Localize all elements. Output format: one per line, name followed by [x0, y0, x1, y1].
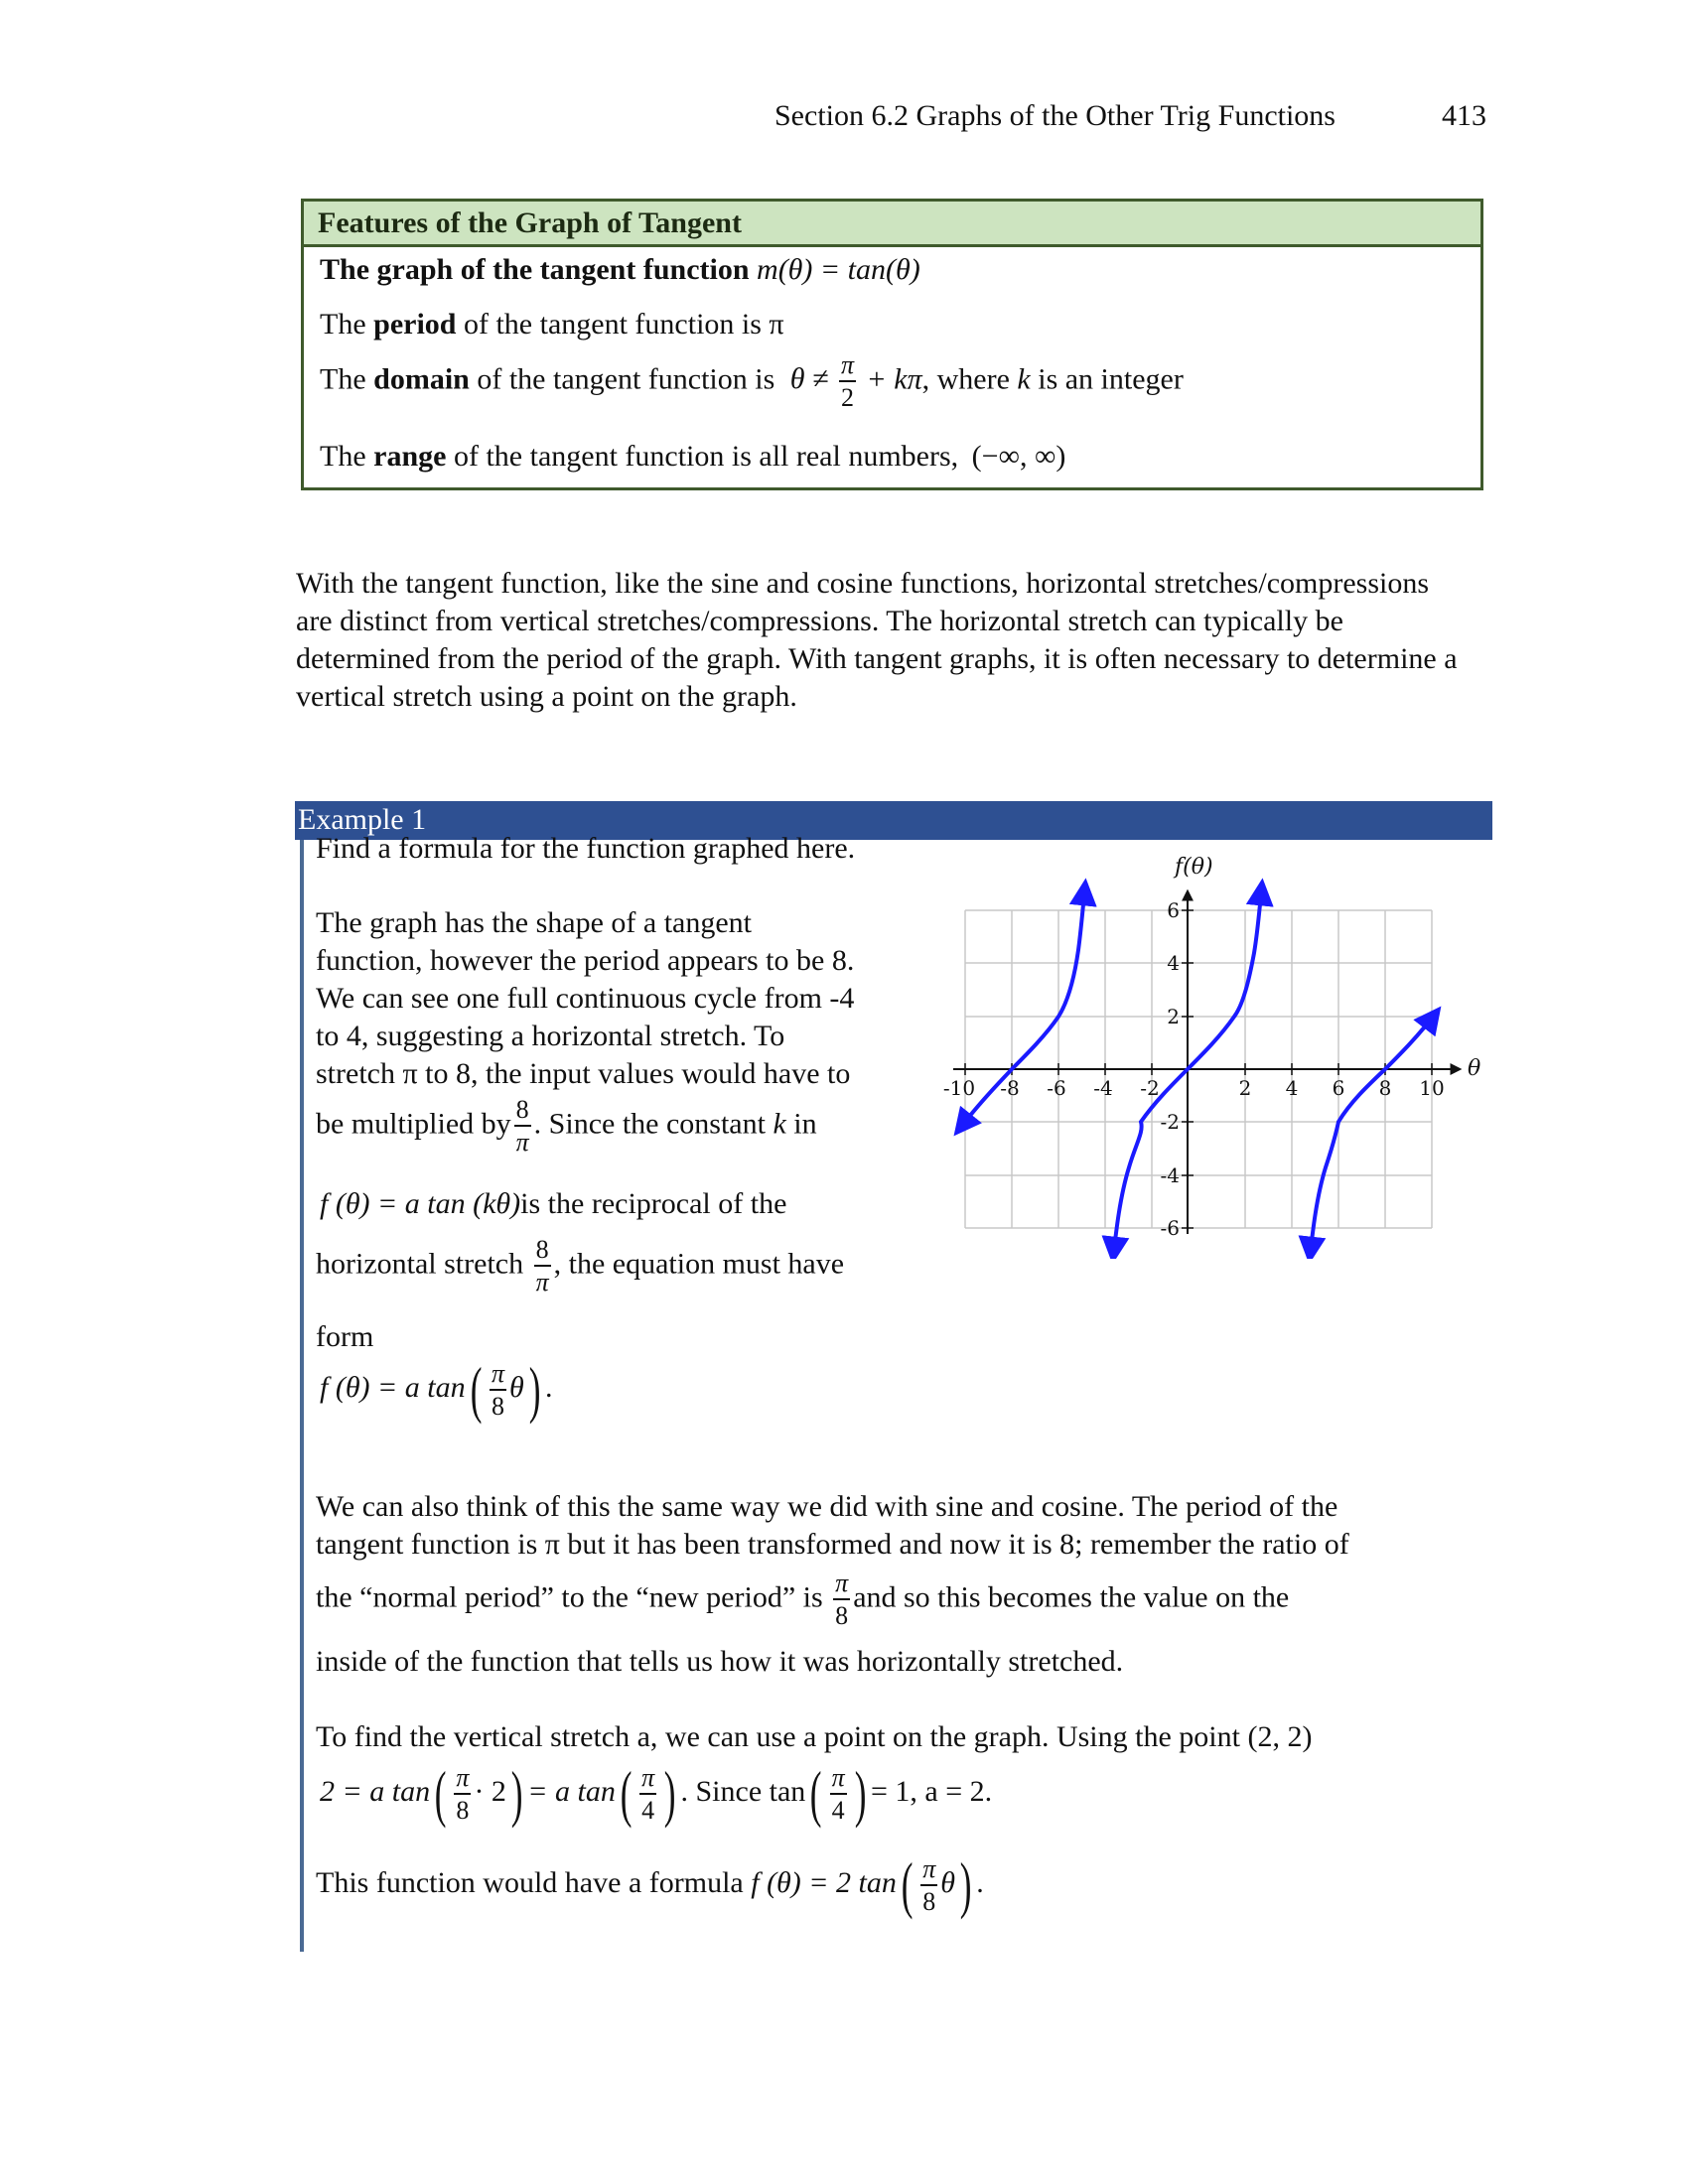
vertical-stretch-intro: To find the vertical stretch a, we can use a point on the graph. Using the point (2, 2)	[316, 1720, 1313, 1753]
feature-graph-label: The graph of the tangent function	[320, 253, 750, 286]
x-axis-label: θ	[1468, 1056, 1481, 1081]
stretch-pre: horizontal stretch	[316, 1247, 531, 1281]
conclusion-line	[316, 1849, 984, 1920]
svg-text:-2: -2	[1160, 1110, 1180, 1134]
right-paren: )	[510, 1758, 523, 1829]
explain-line-3: We can see one full continuous cycle from -4	[316, 982, 855, 1015]
fraction-pi-over-8-b	[454, 1762, 471, 1825]
feature-domain-post: of the tangent function is	[469, 362, 775, 396]
svg-text:6: 6	[1167, 898, 1180, 922]
tangent-graph	[923, 842, 1539, 1264]
eq-c: . Since tan	[680, 1774, 806, 1808]
vertical-stretch-equation	[320, 1758, 993, 1829]
feature-range-bold: range	[373, 440, 447, 473]
fraction-8-over-pi	[514, 1097, 531, 1156]
svg-text:-4: -4	[1093, 1076, 1113, 1100]
frac-num: 8	[514, 1097, 531, 1127]
frac-num: π	[830, 1765, 847, 1795]
feature-period-pre: The	[320, 308, 374, 341]
tangent-graph-svg	[923, 842, 1539, 1259]
multiplied-by-post: . Since the constant	[533, 1107, 774, 1141]
feature-period-bold: period	[373, 308, 457, 341]
feature-domain-tail-b: is an integer	[1030, 362, 1184, 396]
svg-text:4: 4	[1167, 951, 1180, 975]
right-paren: )	[854, 1758, 867, 1829]
frac-num: π	[839, 352, 856, 382]
second-para-line-3	[316, 1570, 1289, 1629]
stretch-post: , the equation must have	[553, 1247, 845, 1281]
frac-num: 8	[534, 1237, 551, 1267]
fraction-pi-over-8	[490, 1358, 506, 1421]
svg-text:8: 8	[1378, 1076, 1392, 1100]
conclusion-var: θ	[940, 1865, 955, 1899]
left-paren: (	[434, 1758, 447, 1829]
svg-text:10: 10	[1419, 1076, 1445, 1100]
intro-paragraph: With the tangent function, like the sine and cosine functions, horizontal stretches/compressions are distinct from vertical stretches/compressions. The horizontal stretch can typically be determined from the period of the graph. With tangent graphs, it is often necessary to determine a vertical stretch using a point on the graph.	[296, 567, 1458, 713]
svg-text:2: 2	[1167, 1005, 1180, 1028]
page-number: 413	[1442, 99, 1486, 132]
frac-num: π	[833, 1570, 850, 1600]
feature-range-pre: The	[320, 440, 374, 473]
feature-period-post: of the tangent function is π	[456, 308, 784, 341]
right-paren: )	[528, 1354, 541, 1425]
svg-text:4: 4	[1285, 1076, 1299, 1100]
fraction-pi-over-8-final	[920, 1853, 937, 1916]
frac-den: 8	[491, 1391, 504, 1421]
second-para-line-1: We can also think of this the same way we did with sine and cosine. The period of the	[316, 1490, 1338, 1523]
line3-post: and so this becomes the value on the	[853, 1580, 1290, 1614]
conclusion-lhs: f (θ) = 2 tan	[751, 1865, 897, 1899]
svg-text:-6: -6	[1047, 1076, 1066, 1100]
frac-den: 4	[831, 1795, 845, 1825]
feature-graph-line	[320, 253, 920, 287]
eq-a-mul: · 2	[474, 1774, 506, 1808]
features-box-title: Features of the Graph of Tangent	[318, 206, 742, 239]
feature-domain-lhs: θ ≠	[789, 362, 829, 396]
example-title: Example 1	[298, 803, 427, 836]
frac-den: π	[535, 1268, 549, 1297]
reciprocal-math: f (θ) = a tan (kθ)	[320, 1187, 521, 1220]
form-eq-end: .	[545, 1370, 553, 1404]
svg-text:-4: -4	[1160, 1163, 1180, 1187]
form-eq-lhs: f (θ) = a tan	[320, 1370, 466, 1404]
frac-num: π	[454, 1765, 471, 1795]
feature-domain-bold: domain	[373, 362, 470, 396]
feature-domain-pre: The	[320, 362, 374, 396]
y-axis-label: f(θ)	[1175, 855, 1213, 880]
form-word: form	[316, 1320, 374, 1353]
multiplied-by-post2: in	[785, 1107, 817, 1141]
svg-text:-2: -2	[1140, 1076, 1160, 1100]
eq-a: 2 = a tan	[320, 1774, 431, 1808]
multiplied-by-k: k	[773, 1107, 786, 1141]
second-para-line-4: inside of the function that tells us how it was horizontally stretched.	[316, 1645, 1124, 1678]
left-paren: (	[620, 1758, 633, 1829]
feature-range-line	[320, 440, 1065, 474]
feature-graph-math: m(θ) = tan(θ)	[757, 253, 920, 286]
frac-num: π	[639, 1765, 656, 1795]
explain-line-1: The graph has the shape of a tangent	[316, 906, 752, 939]
left-paren: (	[810, 1758, 822, 1829]
features-box-header	[304, 202, 1480, 247]
explain-line-2: function, however the period appears to be 8.	[316, 944, 855, 977]
right-paren: )	[959, 1849, 972, 1920]
second-para-line-2: tangent function is π but it has been transformed and now it is 8; remember the ratio of	[316, 1528, 1349, 1561]
frac-den: 4	[641, 1795, 655, 1825]
fraction-8-over-pi-2	[534, 1237, 551, 1296]
feature-domain-rhs: + kπ	[866, 362, 922, 396]
svg-text:-8: -8	[1000, 1076, 1020, 1100]
form-eq-var: θ	[508, 1370, 524, 1404]
right-paren: )	[663, 1758, 676, 1829]
reciprocal-line	[320, 1187, 786, 1221]
svg-text:2: 2	[1238, 1076, 1252, 1100]
left-paren: (	[470, 1354, 483, 1425]
x-tick-labels	[943, 1076, 1445, 1100]
curve-branch-right	[1310, 1011, 1438, 1259]
feature-domain-line	[320, 352, 1184, 411]
svg-text:-6: -6	[1160, 1216, 1180, 1240]
frac-den: π	[515, 1128, 529, 1157]
example-left-rule	[300, 840, 304, 1952]
svg-text:-10: -10	[942, 1076, 976, 1100]
frac-den: 8	[922, 1886, 936, 1916]
explain-line-5: stretch π to 8, the input values would have to	[316, 1057, 851, 1090]
explain-line-4: to 4, suggesting a horizontal stretch. To	[316, 1020, 785, 1052]
conclusion-end: .	[976, 1865, 984, 1899]
fraction-pi-over-2	[839, 352, 856, 411]
fraction-pi-over-4	[639, 1762, 656, 1825]
fraction-pi-over-8-ratio	[833, 1570, 850, 1629]
multiplied-by-line	[316, 1097, 817, 1156]
feature-range-post: of the tangent function is all real numbers,	[446, 440, 959, 473]
svg-text:6: 6	[1332, 1076, 1345, 1100]
frac-den: 8	[456, 1795, 470, 1825]
frac-den: 2	[841, 383, 854, 412]
form-equation	[320, 1354, 553, 1425]
feature-domain-tail-a: , where	[921, 362, 1018, 396]
frac-den: 8	[835, 1601, 849, 1630]
fraction-pi-over-4-b	[830, 1762, 847, 1825]
running-header-title: Section 6.2 Graphs of the Other Trig Functions	[774, 99, 1336, 132]
example-prompt: Find a formula for the function graphed here.	[316, 832, 856, 865]
frac-num: π	[920, 1856, 937, 1886]
feature-range-math: (−∞, ∞)	[971, 440, 1066, 473]
left-paren: (	[901, 1849, 914, 1920]
feature-domain-k: k	[1017, 362, 1031, 396]
conclusion-pre: This function would have a formula	[316, 1865, 752, 1899]
eq-b: = a tan	[527, 1774, 616, 1808]
reciprocal-post: is the reciprocal of the	[520, 1187, 787, 1220]
line3-pre: the “normal period” to the “new period” is	[316, 1580, 831, 1614]
frac-num: π	[490, 1361, 506, 1391]
multiplied-by-pre: be multiplied by	[316, 1107, 511, 1141]
stretch-line	[316, 1237, 844, 1296]
feature-period-line	[320, 308, 784, 341]
features-box	[301, 199, 1483, 490]
eq-d: = 1, a = 2.	[870, 1774, 993, 1808]
